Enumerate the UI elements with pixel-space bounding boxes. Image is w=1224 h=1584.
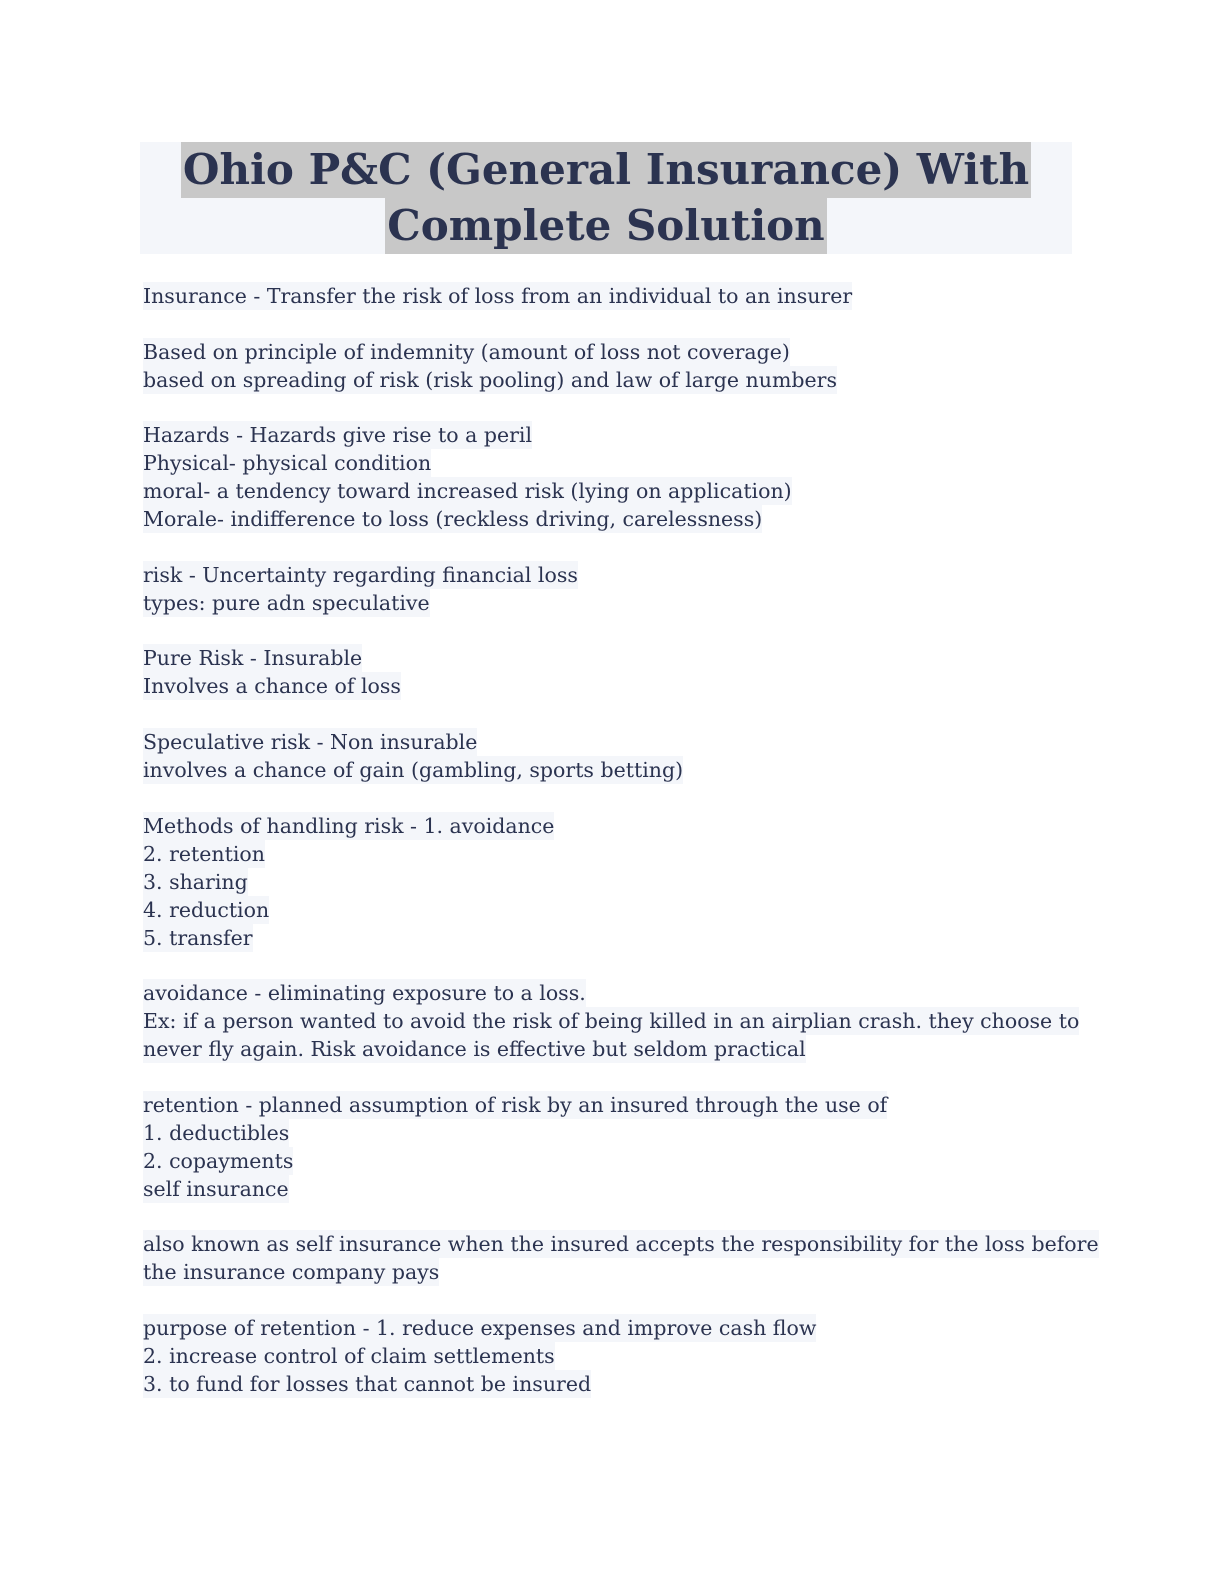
text-line: [143, 979, 1073, 1007]
paragraph-gap: [143, 617, 1073, 645]
text-line: [143, 1342, 1073, 1370]
text-line-content: 5. transfer: [143, 925, 253, 950]
text-line-content: the insurance company pays: [143, 1260, 440, 1285]
text-line-content: based on spreading of risk (risk pooling) and law of large numbers: [143, 367, 837, 392]
text-line: [143, 728, 1073, 756]
text-line-content: retention - planned assumption of risk by an insured through the use of: [143, 1092, 888, 1117]
text-line: [143, 1035, 1073, 1063]
text-line-content: 4. reduction: [143, 897, 270, 922]
document-body: [143, 282, 1099, 1398]
text-line-content: Ex: if a person wanted to avoid the risk of being killed in an airplian crash. they choose to: [143, 1009, 1080, 1034]
text-line: [143, 1147, 1073, 1175]
text-line: [143, 1175, 1073, 1203]
text-line: [143, 1230, 1099, 1258]
text-line: [143, 1370, 1073, 1398]
text-line: [143, 366, 1073, 394]
text-line: [143, 282, 1073, 310]
text-line-content: 3. to fund for losses that cannot be insured: [143, 1371, 592, 1396]
paragraph-gap: [143, 1063, 1073, 1091]
text-line-content: purpose of retention - 1. reduce expenses and improve cash flow: [143, 1315, 817, 1340]
text-line: [143, 589, 1073, 617]
text-line: [143, 1007, 1080, 1035]
text-line: [143, 338, 1073, 366]
text-line-content: self insurance: [143, 1176, 289, 1201]
text-line-content: Based on principle of indemnity (amount of loss not coverage): [143, 339, 790, 364]
text-line-content: 2. copayments: [143, 1148, 294, 1173]
text-line-content: involves a chance of gain (gambling, sports betting): [143, 757, 684, 782]
title-row-2: [140, 198, 1072, 254]
title-line-2: Complete Solution: [385, 198, 826, 254]
text-line-content: 3. sharing: [143, 869, 248, 894]
text-line: [143, 1091, 1073, 1119]
title-row-1: [140, 142, 1072, 198]
text-line-content: 2. increase control of claim settlements: [143, 1343, 555, 1368]
text-line: [143, 812, 1073, 840]
text-line: [143, 644, 1073, 672]
text-line: [143, 672, 1073, 700]
text-line: [143, 1258, 1073, 1286]
text-line: [143, 421, 1073, 449]
title-line-1: Ohio P&C (General Insurance) With: [181, 142, 1031, 198]
text-line: [143, 477, 1073, 505]
text-line-content: Methods of handling risk - 1. avoidance: [143, 813, 555, 838]
paragraph-gap: [143, 533, 1073, 561]
paragraph-gap: [143, 952, 1073, 980]
paragraph-gap: [143, 310, 1073, 338]
text-line-content: types: pure adn speculative: [143, 590, 430, 615]
text-line-content: also known as self insurance when the insured accepts the responsibility for the loss before: [143, 1232, 1099, 1257]
paragraph-gap: [143, 1286, 1073, 1314]
text-line-content: Pure Risk - Insurable: [143, 646, 363, 671]
text-line: [143, 1119, 1073, 1147]
text-line: [143, 924, 1073, 952]
text-line-content: Insurance - Transfer the risk of loss from an individual to an insurer: [143, 284, 853, 308]
text-line-content: Morale- indifference to loss (reckless driving, carelessness): [143, 507, 763, 532]
paragraph-gap: [143, 784, 1073, 812]
text-line-content: 2. retention: [143, 841, 265, 866]
text-line: [143, 896, 1073, 924]
text-line: [143, 756, 1073, 784]
text-line: [143, 561, 1073, 589]
text-line-content: avoidance - eliminating exposure to a loss.: [143, 981, 586, 1006]
text-line-content: Speculative risk - Non insurable: [143, 729, 478, 754]
text-line: [143, 840, 1073, 868]
text-line: [143, 449, 1073, 477]
paragraph-gap: [143, 700, 1073, 728]
document-title: [140, 142, 1072, 254]
text-line: [143, 868, 1073, 896]
text-line-content: moral- a tendency toward increased risk (lying on application): [143, 479, 792, 504]
text-line-content: risk - Uncertainty regarding financial loss: [143, 562, 578, 587]
text-line-content: 1. deductibles: [143, 1120, 290, 1145]
text-line-content: never fly again. Risk avoidance is effective but seldom practical: [143, 1037, 806, 1062]
text-line-content: Hazards - Hazards give rise to a peril: [143, 423, 533, 448]
paragraph-gap: [143, 1203, 1073, 1231]
text-line: [143, 1314, 1073, 1342]
text-line-content: Physical- physical condition: [143, 451, 432, 476]
text-line-content: Involves a chance of loss: [143, 674, 401, 699]
paragraph-gap: [143, 394, 1073, 422]
text-line: [143, 505, 1073, 533]
